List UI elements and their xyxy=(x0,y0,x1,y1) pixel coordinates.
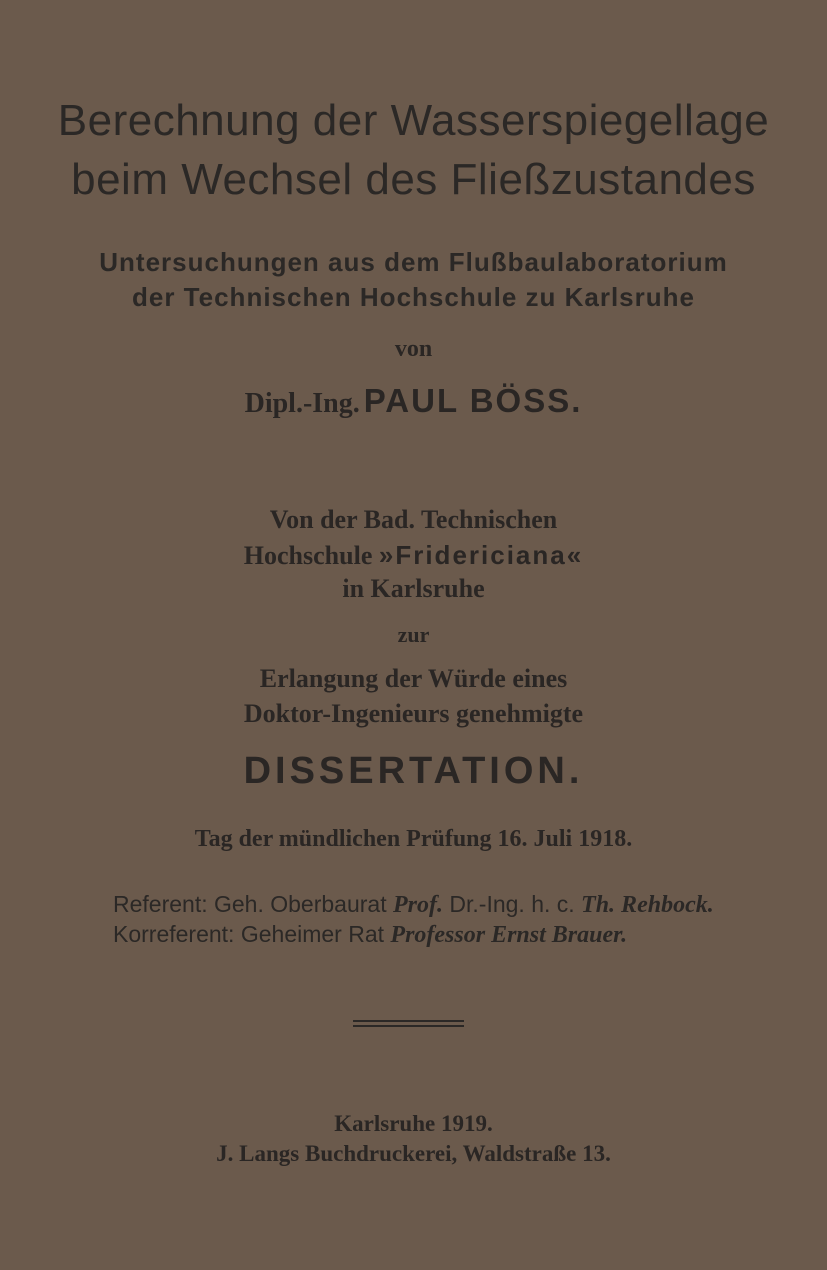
korreferent-name: Professor Ernst Brauer. xyxy=(390,922,628,948)
referent-line xyxy=(113,891,714,919)
korreferent-line xyxy=(113,921,627,949)
institution-line-3: in Karlsruhe xyxy=(342,574,485,603)
subtitle-line-1: Untersuchungen aus dem Flußbaulaboratorium xyxy=(99,247,728,277)
referent-prof: Prof. xyxy=(393,892,443,918)
title-line-1: Berechnung der Wasserspiegellage xyxy=(57,96,770,145)
institution-line-4: Erlangung der Würde eines xyxy=(259,664,568,693)
ornamental-rule-bottom xyxy=(353,1025,464,1027)
referent-title: Geh. Oberbaurat xyxy=(214,891,387,917)
referent-label: Referent: xyxy=(113,891,208,917)
korreferent-label: Korreferent: xyxy=(113,921,235,947)
imprint-line-2: J. Langs Buchdruckerei, Waldstraße 13. xyxy=(216,1141,611,1166)
institution-line-1: Von der Bad. Technischen xyxy=(269,505,558,534)
subtitle-line-2: der Technischen Hochschule zu Karlsruhe xyxy=(132,282,695,312)
dissertation-heading: DISSERTATION. xyxy=(243,750,584,792)
referent-degree: Dr.-Ing. h. c. xyxy=(449,891,575,917)
author-name: PAUL BÖSS. xyxy=(363,382,583,419)
institution-fridericiana: »Fridericiana« xyxy=(378,540,584,570)
author-line xyxy=(0,382,827,420)
institution-hochschule: Hochschule xyxy=(243,541,373,570)
referent-name: Th. Rehbock. xyxy=(581,892,714,918)
institution-line-2 xyxy=(0,540,827,571)
title-line-2: beim Wechsel des Fließzustandes xyxy=(71,155,756,204)
imprint-line-1: Karlsruhe 1919. xyxy=(334,1111,493,1136)
institution-zur: zur xyxy=(397,622,430,647)
author-prefix: Dipl.-Ing. xyxy=(244,388,360,419)
korreferent-title: Geheimer Rat xyxy=(240,921,385,947)
byline-von: von xyxy=(394,336,433,362)
ornamental-rule-top xyxy=(353,1020,464,1022)
institution-line-5: Doktor-Ingenieurs genehmigte xyxy=(243,699,584,728)
exam-date: Tag der mündlichen Prüfung 16. Juli 1918. xyxy=(194,826,633,852)
